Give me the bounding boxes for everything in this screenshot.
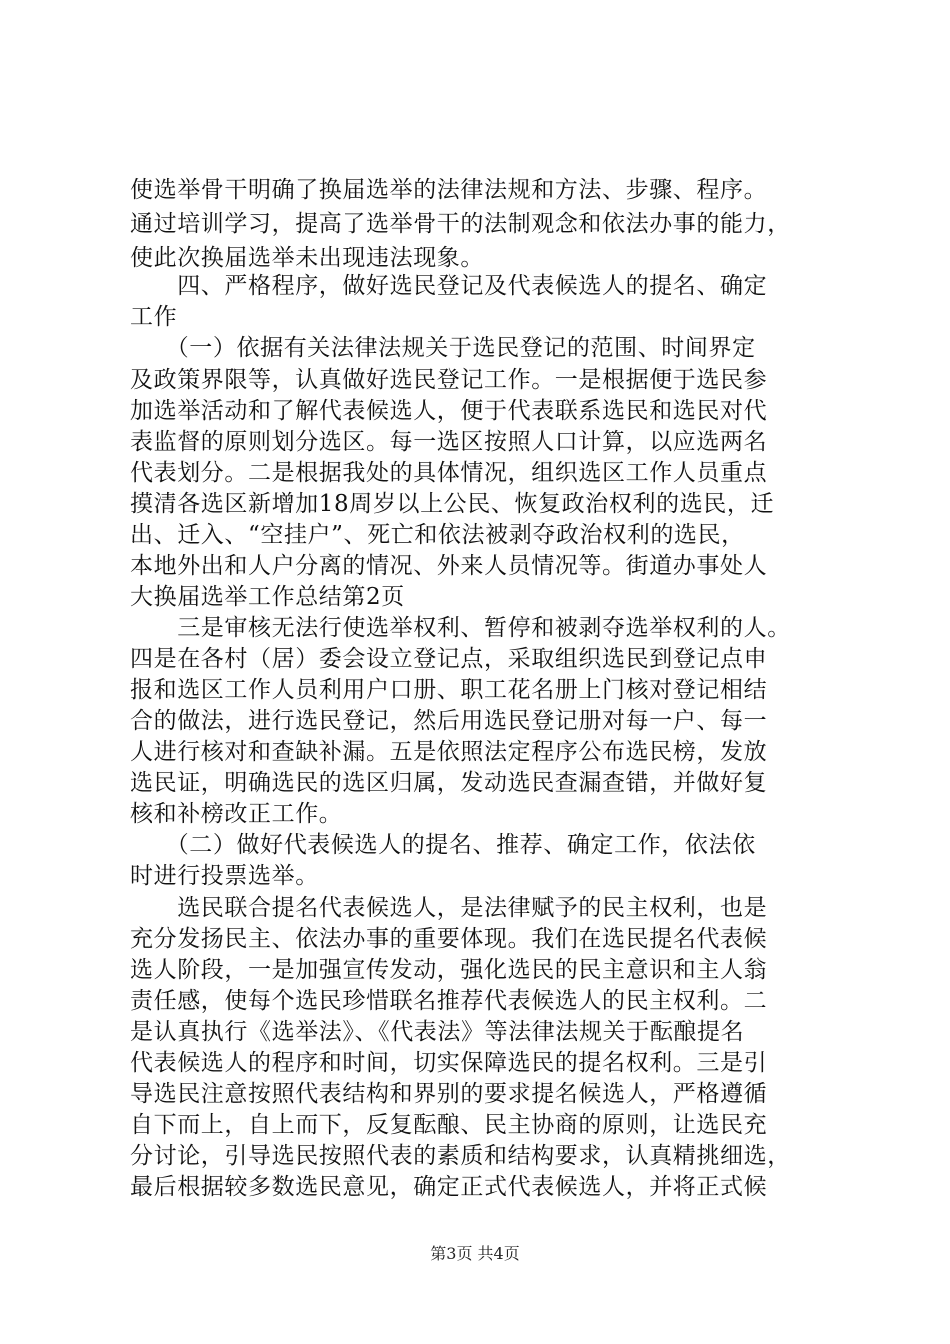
page-number-footer: 第3页 共4页 [430, 1244, 520, 1263]
text-line: 充分发扬民主、依法办事的重要体现。我们在选民提名代表候 [130, 926, 768, 952]
text-line: 合的做法，进行选民登记，然后用选民登记册对每一户、每一 [130, 708, 768, 734]
text-line: 加选举活动和了解代表候选人，便于代表联系选民和选民对代 [130, 398, 768, 424]
section-heading-line: 四、严格程序，做好选民登记及代表候选人的提名、确定 [130, 273, 768, 299]
text-line: 表监督的原则划分选区。每一选区按照人口计算，以应选两名 [130, 429, 768, 455]
text-line: 大换届选举工作总结第2页 [130, 584, 405, 610]
text-line: 选人阶段，一是加强宣传发动，强化选民的民主意识和主人翁 [130, 957, 768, 983]
text-line: 使选举骨干明确了换届选举的法律法规和方法、步骤、程序。 [130, 177, 768, 203]
text-line: 代表候选人的程序和时间，切实保障选民的提名权利。三是引 [130, 1050, 768, 1076]
text-line: 代表划分。二是根据我处的具体情况，组织选区工作人员重点 [130, 460, 768, 486]
text-line: 最后根据较多数选民意见，确定正式代表候选人，并将正式候 [130, 1174, 768, 1200]
text-line: 报和选区工作人员利用户口册、职工花名册上门核对登记相结 [130, 677, 768, 703]
subsection-heading-line: （二）做好代表候选人的提名、推荐、确定工作，依法依 [130, 832, 756, 858]
text-line: 责任感，使每个选民珍惜联名推荐代表候选人的民主权利。二 [130, 988, 768, 1014]
section-heading-line: 工作 [130, 304, 178, 330]
text-line: 通过培训学习，提高了选举骨干的法制观念和依法办事的能力， [130, 211, 791, 237]
text-line: 导选民注意按照代表结构和界别的要求提名候选人，严格遵循 [130, 1081, 768, 1107]
text-line: 及政策界限等，认真做好选民登记工作。一是根据便于选民参 [130, 367, 768, 393]
text-line: 人进行核对和查缺补漏。五是依照法定程序公布选民榜，发放 [130, 739, 768, 765]
text-line: 核和补榜改正工作。 [130, 801, 343, 827]
subsection-heading-line: 时进行投票选举。 [130, 863, 319, 889]
text-line: 选民证，明确选民的选区归属，发动选民查漏查错，并做好复 [130, 770, 768, 796]
text-line: 出、迁入、“空挂户”、死亡和依法被剥夺政治权利的选民， [130, 522, 745, 548]
text-line: 三是审核无法行使选举权利、暂停和被剥夺选举权利的人。 [130, 615, 791, 641]
text-line: 选民联合提名代表候选人，是法律赋予的民主权利，也是 [130, 895, 768, 921]
text-line: 摸清各选区新增加18周岁以上公民、恢复政治权利的选民，迁 [130, 491, 775, 517]
text-line: 分讨论，引导选民按照代表的素质和结构要求，认真精挑细选， [130, 1143, 791, 1169]
subsection-heading-line: （一）依据有关法律法规关于选民登记的范围、时间界定 [130, 335, 756, 361]
text-line: 是认真执行《选举法》、《代表法》等法律法规关于酝酿提名 [130, 1019, 745, 1045]
text-line: 本地外出和人户分离的情况、外来人员情况等。街道办事处人 [130, 553, 768, 579]
text-line: 四是在各村（居）委会设立登记点，采取组织选民到登记点申 [130, 646, 768, 672]
text-line: 自下而上，自上而下，反复酝酿、民主协商的原则，让选民充 [130, 1112, 768, 1138]
text-line: 使此次换届选举未出现违法现象。 [130, 245, 484, 271]
